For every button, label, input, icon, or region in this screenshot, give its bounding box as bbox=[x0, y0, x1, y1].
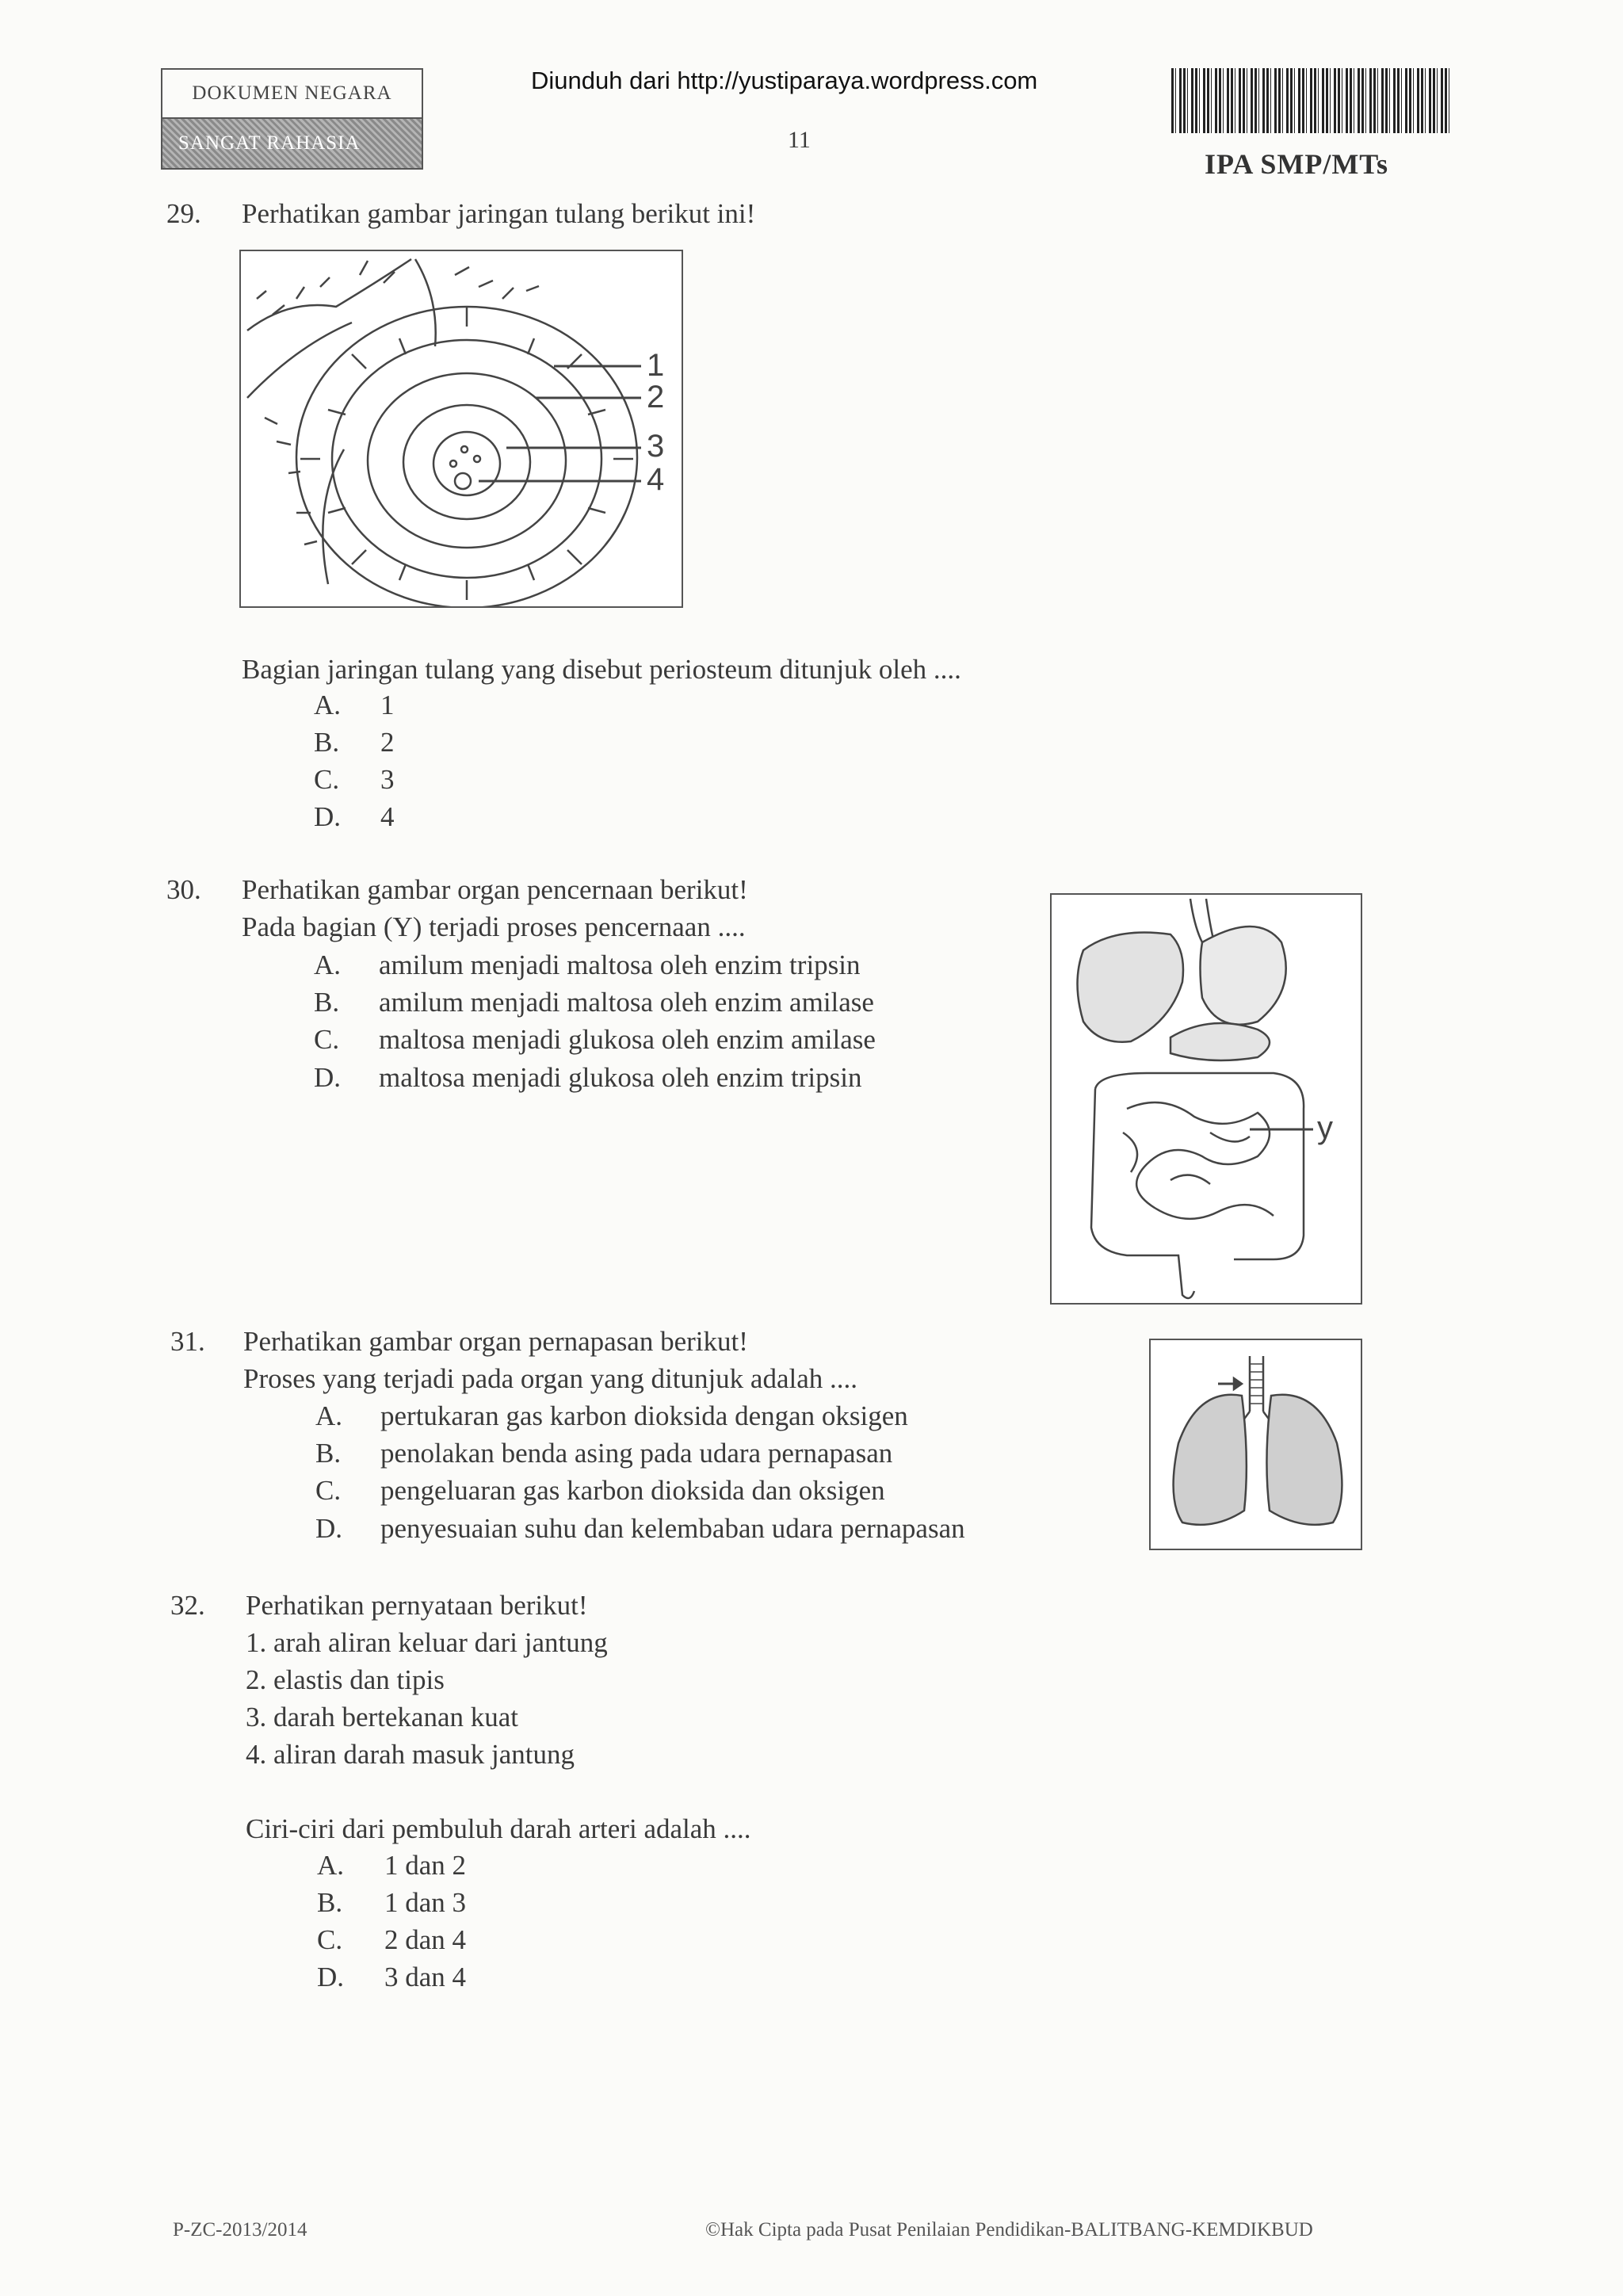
option-29-d-text[interactable]: 4 bbox=[380, 801, 395, 832]
document-classification-box bbox=[161, 68, 423, 170]
option-32-c-letter[interactable]: C. bbox=[317, 1924, 343, 1955]
question-32-text: Ciri-ciri dari pembuluh darah arteri adalah .... bbox=[246, 1813, 751, 1844]
question-29-stem: Perhatikan gambar jaringan tulang berikut ini! bbox=[242, 198, 756, 229]
option-32-c-text[interactable]: 2 dan 4 bbox=[384, 1924, 467, 1955]
bone-label-3: 3 bbox=[647, 429, 665, 464]
option-30-b-text[interactable]: amilum menjadi maltosa oleh enzim amilase bbox=[379, 987, 874, 1018]
option-30-c-text[interactable]: maltosa menjadi glukosa oleh enzim amilase bbox=[379, 1024, 876, 1055]
question-31-number: 31. bbox=[170, 1326, 205, 1357]
question-31-text: Proses yang terjadi pada organ yang ditunjuk adalah .... bbox=[243, 1363, 857, 1394]
option-31-d-letter[interactable]: D. bbox=[315, 1513, 343, 1544]
option-31-b-letter[interactable]: B. bbox=[315, 1438, 342, 1469]
question-32-number: 32. bbox=[170, 1590, 205, 1621]
footer-code: P-ZC-2013/2014 bbox=[173, 2219, 307, 2241]
option-31-b-text[interactable]: penolakan benda asing pada udara pernapasan bbox=[380, 1438, 893, 1469]
bone-tissue-figure bbox=[239, 250, 683, 608]
option-32-d-text[interactable]: 3 dan 4 bbox=[384, 1962, 467, 1992]
option-29-a-text[interactable]: 1 bbox=[380, 690, 395, 720]
question-30-text: Pada bagian (Y) terjadi proses pencernaan .... bbox=[242, 911, 746, 942]
footer-copyright: ©Hak Cipta pada Pusat Penilaian Pendidikan-BALITBANG-KEMDIKBUD bbox=[705, 2219, 1313, 2241]
option-30-a-text[interactable]: amilum menjadi maltosa oleh enzim tripsin bbox=[379, 949, 861, 980]
question-30-number: 30. bbox=[166, 874, 201, 905]
question-31-stem: Perhatikan gambar organ pernapasan berikut! bbox=[243, 1326, 748, 1357]
option-32-b-text[interactable]: 1 dan 3 bbox=[384, 1887, 467, 1918]
option-32-a-text[interactable]: 1 dan 2 bbox=[384, 1850, 467, 1881]
digestive-system-illustration bbox=[1052, 895, 1361, 1303]
question-32-stem: Perhatikan pernyataan berikut! bbox=[246, 1590, 588, 1621]
option-31-a-text[interactable]: pertukaran gas karbon dioksida dengan oksigen bbox=[380, 1400, 908, 1431]
question-30-stem: Perhatikan gambar organ pencernaan berikut! bbox=[242, 874, 748, 905]
option-30-a-letter[interactable]: A. bbox=[314, 949, 342, 980]
option-29-c-text[interactable]: 3 bbox=[380, 764, 395, 795]
doc-label: DOKUMEN NEGARA bbox=[162, 70, 422, 119]
option-29-b-text[interactable]: 2 bbox=[380, 727, 395, 758]
source-url[interactable]: Diunduh dari http://yustiparaya.wordpress.com bbox=[531, 67, 1038, 94]
option-30-d-letter[interactable]: D. bbox=[314, 1062, 342, 1093]
option-31-a-letter[interactable]: A. bbox=[315, 1400, 343, 1431]
statement-2: 2. elastis dan tipis bbox=[246, 1664, 445, 1695]
option-31-d-text[interactable]: penyesuaian suhu dan kelembaban udara pernapasan bbox=[380, 1513, 965, 1544]
digestive-organ-figure bbox=[1050, 893, 1362, 1305]
option-31-c-letter[interactable]: C. bbox=[315, 1475, 342, 1506]
respiratory-organ-figure bbox=[1149, 1339, 1362, 1550]
statement-4: 4. aliran darah masuk jantung bbox=[246, 1739, 575, 1770]
option-32-d-letter[interactable]: D. bbox=[317, 1962, 345, 1992]
barcode-icon bbox=[1171, 68, 1450, 133]
question-29-number: 29. bbox=[166, 198, 201, 229]
lungs-illustration bbox=[1151, 1340, 1361, 1549]
subject-title: IPA SMP/MTs bbox=[1205, 148, 1389, 180]
bone-label-1: 1 bbox=[647, 348, 665, 383]
bone-label-4: 4 bbox=[647, 462, 665, 497]
option-29-c-letter[interactable]: C. bbox=[314, 764, 340, 795]
statement-3: 3. darah bertekanan kuat bbox=[246, 1702, 519, 1733]
option-32-b-letter[interactable]: B. bbox=[317, 1887, 343, 1918]
statement-1: 1. arah aliran keluar dari jantung bbox=[246, 1627, 608, 1658]
option-30-b-letter[interactable]: B. bbox=[314, 987, 340, 1018]
page-number: 11 bbox=[788, 127, 811, 153]
bone-label-2: 2 bbox=[647, 380, 665, 415]
digestive-label-y: y bbox=[1317, 1110, 1333, 1145]
option-31-c-text[interactable]: pengeluaran gas karbon dioksida dan oksigen bbox=[380, 1475, 885, 1506]
option-29-b-letter[interactable]: B. bbox=[314, 727, 340, 758]
option-32-a-letter[interactable]: A. bbox=[317, 1850, 345, 1881]
option-29-d-letter[interactable]: D. bbox=[314, 801, 342, 832]
bone-tissue-illustration bbox=[241, 251, 682, 606]
secret-label: SANGAT RAHASIA bbox=[162, 119, 422, 168]
question-29-text: Bagian jaringan tulang yang disebut periosteum ditunjuk oleh .... bbox=[242, 654, 961, 685]
option-29-a-letter[interactable]: A. bbox=[314, 690, 342, 720]
option-30-d-text[interactable]: maltosa menjadi glukosa oleh enzim tripsin bbox=[379, 1062, 862, 1093]
option-30-c-letter[interactable]: C. bbox=[314, 1024, 340, 1055]
